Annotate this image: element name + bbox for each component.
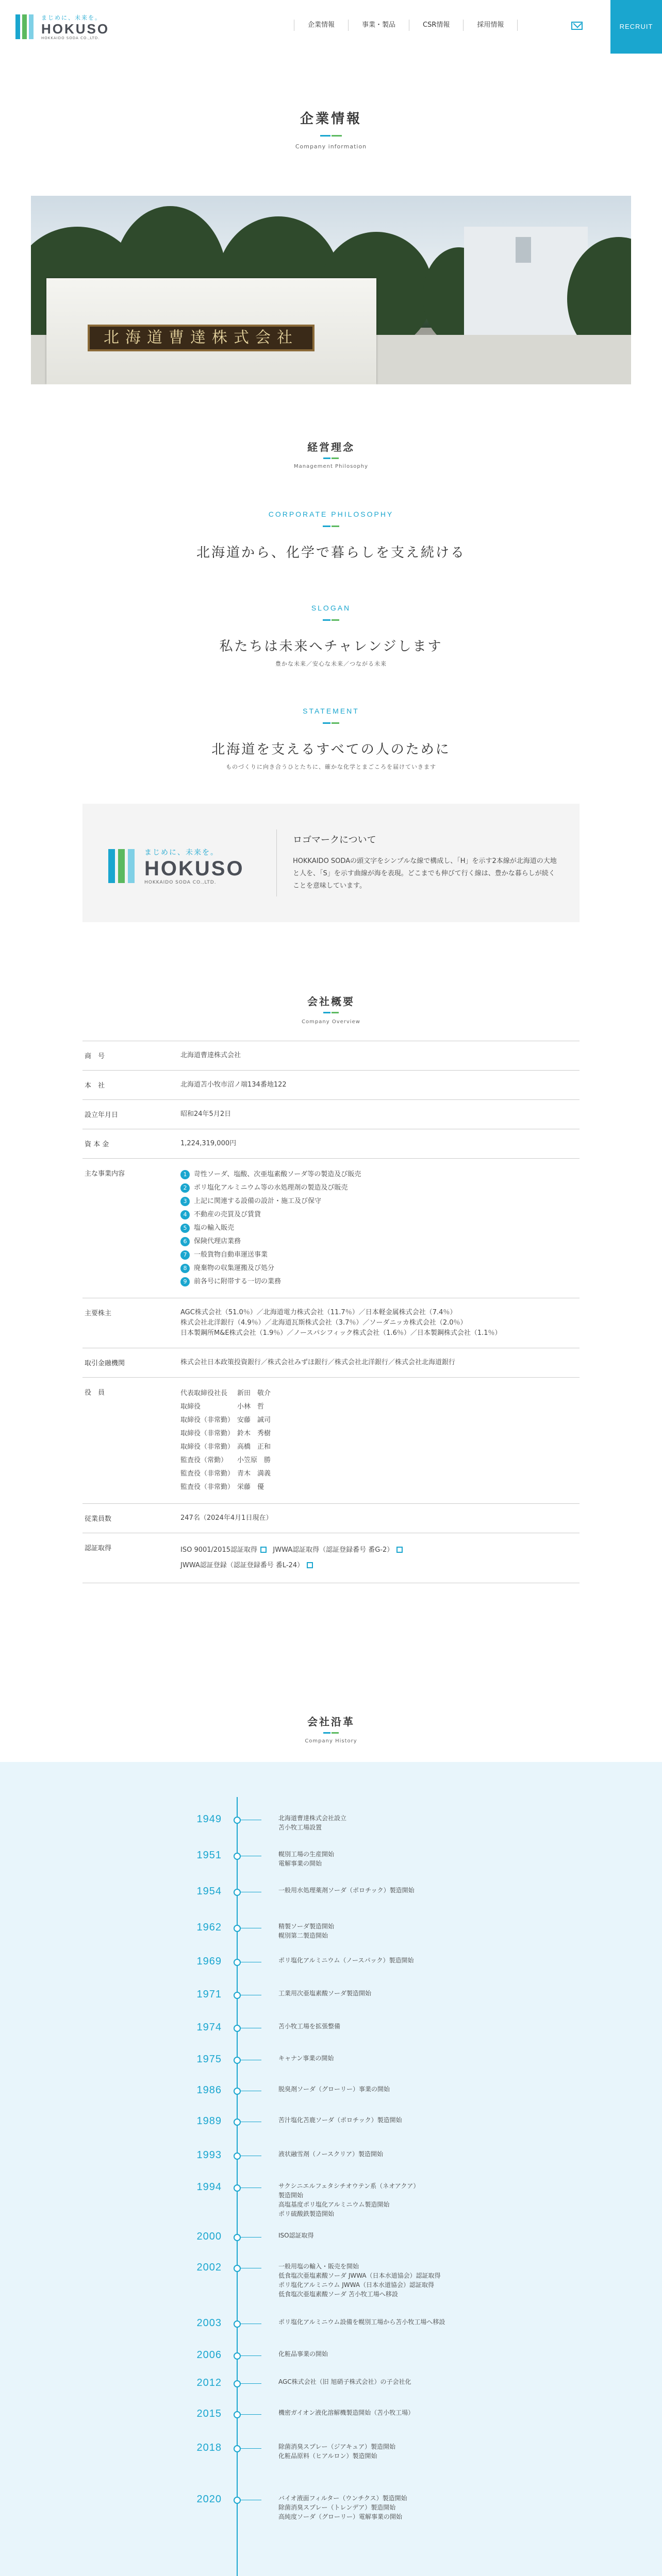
list-item: 6 保険代理店業務 [180, 1235, 580, 1248]
list-item: 監査役（非常勤） 青木 満義 [180, 1470, 271, 1478]
timeline-year: 1994 [196, 2181, 222, 2193]
number-badge-icon: 3 [180, 1197, 190, 1206]
table-row [82, 1159, 580, 1298]
timeline-events [278, 2231, 567, 2240]
hero-image [31, 196, 631, 384]
row-key: 取引金融機関 [85, 1360, 125, 1367]
timeline-year: 1975 [196, 2054, 222, 2065]
external-link-icon[interactable] [260, 1547, 267, 1553]
row-key: 設立年月日 [85, 1111, 119, 1119]
number-badge-icon: 2 [180, 1183, 190, 1193]
history-subtitle: Company History [305, 1738, 357, 1744]
timeline-events [278, 2442, 567, 2461]
list-item: 2 ポリ塩化アルミニウム等の水処理剤の製造及び販売 [180, 1181, 580, 1195]
slogan-bar [323, 619, 339, 621]
timeline-year: 2012 [196, 2377, 222, 2388]
timeline-event: 除菌消臭スプレー（トレンデア）製造開始 [278, 2504, 396, 2511]
timeline-event: 工業用次亜塩素酸ソーダ製造開始 [278, 1990, 372, 1997]
company-sign [46, 278, 376, 384]
list-item: 取締役 小林 哲 [180, 1403, 264, 1411]
timeline-event: ポリ塩化アルミニウム（ノースパック）製造開始 [278, 1957, 414, 1964]
list-item: 日本製鋼所M&E株式会社（1.9％）／ノースパシフィック株式会社（1.6％）／日本製鋼株式会社（1.1％） [180, 1329, 502, 1337]
timeline-events [278, 1814, 567, 1832]
timeline-dot-icon [234, 2320, 241, 2328]
number-badge-icon: 7 [180, 1250, 190, 1260]
history-title: 会社沿革 [307, 1716, 355, 1728]
nav-company[interactable]: 企業情報 [294, 20, 348, 31]
number-badge-icon: 9 [180, 1277, 190, 1286]
timeline-event: サクシニエルフェタシチオウテン系（ネオアクア） [278, 2182, 420, 2190]
timeline-event: AGC株式会社（旧 旭硝子株式会社）の子会社化 [278, 2378, 411, 2385]
logomark-wordmark: HOKUSO [144, 857, 244, 880]
list-item: 8 廃棄物の収集運搬及び処分 [180, 1262, 580, 1275]
timeline-year: 2018 [196, 2442, 222, 2453]
list-item: 9 前各号に附帯する一切の業務 [180, 1275, 580, 1289]
timeline-event: 精製ソーダ製造開始 [278, 1923, 335, 1930]
business-list [180, 1159, 580, 1298]
timeline-event: ポリ塩化アルミニウム設備を幌別工場から苫小牧工場へ移設 [278, 2318, 445, 2326]
table-row [82, 1378, 580, 1504]
timeline-events [278, 2349, 567, 2359]
logomark-subtext: HOKKAIDO SODA CO.,LTD. [144, 880, 217, 885]
row-key: 商 号 [85, 1053, 105, 1060]
row-key: 従業員数 [85, 1515, 112, 1523]
timeline-events [278, 1922, 567, 1940]
row-value: 北海道曹達株式会社 [180, 1052, 241, 1059]
row-value: 北海道苫小牧市沼ノ端134番地122 [180, 1081, 287, 1089]
timeline-year: 1989 [196, 2115, 222, 2127]
timeline-event: 除菌消臭スプレー（ジアキュア）製造開始 [278, 2443, 396, 2450]
timeline-tick [241, 2448, 261, 2449]
list-item [180, 1543, 580, 1558]
table-row [82, 1041, 580, 1071]
timeline-year: 1993 [196, 2149, 222, 2161]
timeline-event: バイオ液面フィルター（ウンチクス）製造開始 [278, 2495, 407, 2502]
timeline-dot-icon [234, 2184, 241, 2192]
timeline-dot-icon [234, 2025, 241, 2032]
philosophy-subtitle: Management Philosophy [293, 464, 369, 469]
overview-accent-bar [323, 1012, 339, 1013]
nav-business[interactable]: 事業・製品 [348, 20, 409, 31]
timeline-event: ISO認証取得 [278, 2232, 314, 2239]
table-row [82, 1071, 580, 1100]
officers-list [180, 1378, 580, 1503]
row-key: 資 本 金 [85, 1141, 109, 1148]
timeline-dot-icon [234, 2265, 241, 2272]
row-key: 役 員 [85, 1389, 105, 1397]
timeline-event: 液状融雪剤（ノースクリア）製造開始 [278, 2150, 384, 2158]
cert-link-jwwa-2[interactable]: JWWA認証登録（認証登録番号 番L-24） [180, 1562, 304, 1569]
timeline-dot-icon [234, 2352, 241, 2360]
recruit-button[interactable]: RECRUIT [610, 0, 662, 54]
corporate-philosophy-text: 北海道から、化学で暮らしを支え続ける [196, 545, 466, 561]
timeline-dot-icon [234, 2057, 241, 2064]
corporate-philosophy-bar [323, 526, 339, 527]
timeline-dot-icon [234, 2234, 241, 2241]
table-row [82, 1504, 580, 1533]
timeline-events [278, 1886, 567, 1895]
timeline-event: 製造開始 [278, 2192, 304, 2199]
name-plate: 北海道曹達株式会社 [88, 325, 315, 351]
table-row [82, 1533, 580, 1583]
table-row [82, 1100, 580, 1129]
row-value: 株式会社日本政策投資銀行／株式会社みずほ銀行／株式会社北洋銀行／株式会社北海道銀行 [180, 1359, 456, 1366]
corporate-philosophy-label: CORPORATE PHILOSOPHY [268, 510, 394, 518]
timeline-event: 苦汁塩化苫鹿ソーダ（ポロチック）製造開始 [278, 2116, 402, 2124]
timeline-year: 1951 [196, 1850, 222, 1861]
timeline-year: 1986 [196, 2084, 222, 2096]
timeline-events [278, 2084, 567, 2094]
timeline-year: 1949 [196, 1814, 222, 1825]
list-item: 1 苛性ソーダ、塩酸、次亜塩素酸ソーダ等の製造及び販売 [180, 1168, 580, 1181]
history-accent-bar [323, 1732, 339, 1734]
table-row [82, 1129, 580, 1159]
timeline-dot-icon [234, 1992, 241, 1999]
philosophy-accent-bar [323, 457, 339, 459]
timeline-events [278, 2262, 567, 2299]
row-value: 1,224,319,000円 [180, 1140, 237, 1147]
timeline-event: 電解事業の開始 [278, 1860, 322, 1867]
timeline-event: 一般用塩の輸入・販売を開始 [278, 2263, 359, 2270]
timeline-year: 2020 [196, 2494, 222, 2505]
timeline-events [278, 2408, 567, 2417]
timeline-dot-icon [234, 2497, 241, 2504]
timeline-dot-icon [234, 1889, 241, 1896]
timeline-event: 脱臭剤ソーダ（グローリー）事業の開始 [278, 2086, 390, 2093]
list-item: 取締役（非常勤） 安藤 誠司 [180, 1416, 271, 1424]
site-logo[interactable] [15, 13, 109, 40]
timeline-event: 幌別工場の生産開始 [278, 1851, 335, 1858]
timeline-event: 化粧品事業の開始 [278, 2350, 328, 2358]
list-item [180, 1558, 580, 1573]
timeline-year: 1974 [196, 2022, 222, 2033]
row-value: 247名（2024年4月1日現在） [180, 1514, 273, 1522]
list-item: AGC株式会社（51.0％）／北海道電力株式会社（11.7％）／日本軽金属株式会社（7.4％） [180, 1309, 457, 1316]
timeline-event: 苫小牧工場を拡張整備 [278, 2023, 341, 2030]
logomark-title: ロゴマークについて [293, 835, 376, 845]
timeline-events [278, 1989, 567, 1998]
timeline-year: 1954 [196, 1886, 222, 1897]
number-badge-icon: 5 [180, 1224, 190, 1233]
main-nav [294, 20, 518, 31]
list-item: 取締役（非常勤） 高橋 正和 [180, 1443, 271, 1451]
timeline-year: 2006 [196, 2349, 222, 2361]
statement-text: 北海道を支えるすべての人のために [211, 742, 451, 757]
list-item: 7 一般貨物自動車運送事業 [180, 1248, 580, 1262]
logomark-logo [108, 847, 244, 885]
nav-csr[interactable]: CSR情報 [409, 20, 463, 31]
shareholders-list [180, 1298, 580, 1348]
list-item: 株式会社北洋銀行（4.9％）／北海道瓦斯株式会社（3.7％）／ソーダニッカ株式会社（2.0％） [180, 1319, 467, 1327]
row-key: 主な事業内容 [85, 1170, 125, 1178]
timeline-year: 2003 [196, 2317, 222, 2329]
timeline-event: 一般用水処理薬剤ソーダ（ポロチック）製造開始 [278, 1887, 415, 1894]
timeline-event: ポリ硫酸鉄製造開始 [278, 2210, 335, 2217]
slogan-note: 豊かな未来／安心な未来／つながる未来 [275, 660, 387, 667]
timeline-year: 2015 [196, 2408, 222, 2419]
philosophy-title: 経営理念 [307, 441, 355, 453]
list-item: 取締役（非常勤） 鈴木 秀樹 [180, 1430, 271, 1437]
timeline-events [278, 2494, 567, 2521]
table-row [82, 1348, 580, 1378]
timeline-dot-icon [234, 1817, 241, 1824]
timeline-events [278, 2317, 567, 2327]
number-badge-icon: 1 [180, 1170, 190, 1179]
timeline-dot-icon [234, 2088, 241, 2095]
slogan-text: 私たちは未来へチャレンジします [219, 639, 443, 654]
table-row [82, 1298, 580, 1348]
timeline-dot-icon [234, 2119, 241, 2126]
timeline-tick [241, 2383, 261, 2384]
list-item: 監査役（非常勤） 栄藤 優 [180, 1483, 264, 1491]
timeline-dot-icon [234, 2153, 241, 2160]
row-key: 主要株主 [85, 1310, 112, 1317]
external-link-icon[interactable] [396, 1547, 403, 1553]
timeline-events [278, 1850, 567, 1868]
timeline-tick [241, 2414, 261, 2415]
logomark-section [82, 804, 580, 922]
timeline-event: キャナン事業の開始 [278, 2055, 334, 2062]
timeline-events [278, 2377, 567, 2386]
logomark-divider [276, 829, 277, 896]
row-key: 認証取得 [85, 1545, 112, 1552]
external-link-icon[interactable] [307, 1562, 313, 1568]
logo-tagline: まじめに、未来を。 [41, 14, 102, 21]
timeline-events [278, 2181, 567, 2218]
overview-title: 会社概要 [307, 995, 355, 1008]
overview-table [82, 1041, 580, 1583]
timeline-event: 苫小牧工場設置 [278, 1824, 322, 1831]
number-badge-icon: 6 [180, 1237, 190, 1246]
slogan-label: SLOGAN [311, 604, 351, 612]
timeline-dot-icon [234, 2411, 241, 2418]
timeline-tick [241, 2355, 261, 2356]
statement-bar [323, 722, 339, 724]
number-badge-icon: 8 [180, 1264, 190, 1273]
title-accent-bar [320, 135, 342, 137]
overview-subtitle: Company Overview [302, 1019, 360, 1025]
timeline-event: 高塩基度ポリ塩化アルミニウム製造開始 [278, 2201, 390, 2208]
logomark-tagline: まじめに、未来を。 [144, 849, 219, 857]
row-key: 本 社 [85, 1082, 105, 1090]
logo-subtext: HOKKAIDO SODA CO.,LTD. [41, 36, 100, 40]
timeline-year: 1971 [196, 1989, 222, 2000]
timeline-events [278, 2022, 567, 2031]
timeline-year: 2002 [196, 2262, 222, 2273]
cert-link-iso[interactable]: ISO 9001/2015認証取得 [180, 1546, 257, 1554]
timeline-event: 北海道曹達株式会社設立 [278, 1815, 347, 1822]
timeline-dot-icon [234, 1959, 241, 1966]
list-item: 5 塩の輸入販売 [180, 1222, 580, 1235]
timeline-dot-icon [234, 2380, 241, 2387]
timeline-events [278, 1956, 567, 1965]
logo-mark-icon [15, 14, 36, 39]
timeline-dot-icon [234, 2445, 241, 2452]
list-item: 3 上記に関連する設備の設計・施工及び保守 [180, 1195, 580, 1208]
list-item: 4 不動産の売買及び賃貸 [180, 1208, 580, 1222]
mail-icon[interactable] [571, 22, 583, 30]
timeline-tick [241, 2237, 261, 2238]
timeline-events [278, 2054, 567, 2063]
timeline-event: 幌別第二製造開始 [278, 1932, 328, 1939]
logo-mark-icon [108, 849, 137, 883]
timeline-event: 低食塩次亜塩素酸ソーダ JWWA（日本水道協会）認証取得 [278, 2272, 441, 2279]
certs-list [180, 1533, 580, 1583]
row-value: 昭和24年5月2日 [180, 1110, 231, 1118]
statement-label: STATEMENT [303, 707, 359, 715]
nav-recruit[interactable]: 採用情報 [463, 20, 518, 31]
timeline-event: 機密ガイオン液化溶解機製造開始（苫小牧工場） [278, 2409, 415, 2416]
timeline-event: ポリ塩化アルミニウム JWWA（日本水道協会）認証取得 [278, 2281, 435, 2289]
timeline-event: 化粧品原料（ヒアルロン）製造開始 [278, 2452, 377, 2460]
number-badge-icon: 4 [180, 1210, 190, 1219]
cert-link-jwwa[interactable]: JWWA認証取得（認証登録番号 番G-2） [273, 1546, 394, 1554]
timeline-dot-icon [234, 1925, 241, 1932]
timeline-year: 1969 [196, 1956, 222, 1967]
timeline-event: 高純度ソーダ（グローリー）電解事業の開始 [278, 2513, 403, 2520]
timeline-year: 1962 [196, 1922, 222, 1933]
timeline-year: 2000 [196, 2231, 222, 2242]
timeline-event: 低食塩次亜塩素酸ソーダ 苫小牧工場へ移設 [278, 2291, 398, 2298]
list-item: 代表取締役社長 新田 敬介 [180, 1389, 271, 1397]
site-header [0, 0, 662, 54]
logo-wordmark: HOKUSO [41, 21, 110, 37]
list-item: 監査役（常勤） 小笠原 勝 [180, 1456, 271, 1464]
page-title: 企業情報 [300, 111, 362, 127]
timeline-events [278, 2149, 567, 2159]
timeline-events [278, 2115, 567, 2125]
timeline-dot-icon [234, 1853, 241, 1860]
statement-note: ものづくりに向き合うひとたちに、確かな化学とまごころを届けていきます [226, 764, 436, 770]
logomark-body: HOKKAIDO SODAの頭文字をシンプルな線で構成し、「H」を示す2本線が北海道の大地と人を、「S」を示す曲線が海を表現。どこまでも伸びて行く線は、豊かな暮らしが続くことを意味しています。 [293, 857, 557, 890]
page-subtitle: Company information [295, 143, 367, 150]
